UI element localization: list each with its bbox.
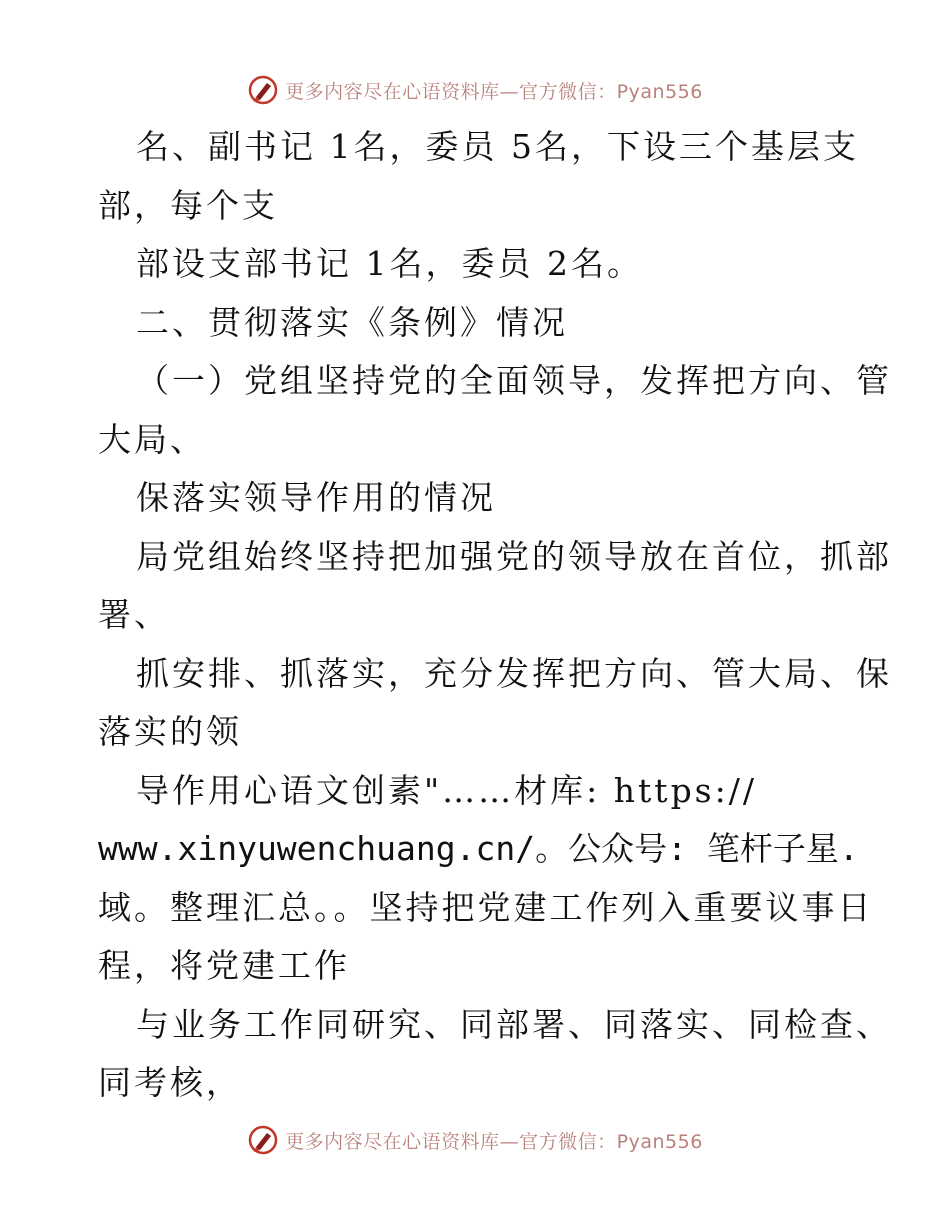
text-line: 二、贯彻落实《条例》情况 xyxy=(136,302,568,342)
text-line: 同考核， xyxy=(98,1063,242,1102)
text-line: www.xinyuwenchuang.cn/。公众号: 笔杆子星. xyxy=(98,829,859,868)
text-line: 抓安排、抓落实，充分发挥把方向、管大局、保 xyxy=(136,653,892,693)
text-line: 保落实领导作用的情况 xyxy=(136,478,496,517)
banner-main-text: 更多内容尽在心语资料库—官方微信： xyxy=(285,80,617,103)
text-line: 部，每个支 xyxy=(98,185,278,225)
text-line: 名、副书记 1名，委员 5名，下设三个基层支 xyxy=(136,127,859,166)
text-line: 大局、 xyxy=(98,419,206,459)
text-line: 与业务工作同研究、同部署、同落实、同检查、 xyxy=(136,1004,892,1044)
footer-banner xyxy=(0,1123,950,1157)
pen-circle-logo-icon xyxy=(247,1124,279,1156)
text-line: 程，将党建工作 xyxy=(98,946,350,985)
text-line: （一）党组坚持党的全面领导，发挥把方向、管 xyxy=(136,361,892,400)
text-line: 局党组始终坚持把加强党的领导放在首位，抓部 xyxy=(136,536,892,576)
document-body xyxy=(98,118,892,1113)
text-line: 导作用心语文创素"……材库: https:// xyxy=(136,770,757,810)
banner-wechat-id: Pyan556 xyxy=(616,80,703,103)
text-line: 落实的领 xyxy=(98,712,242,751)
text-line: 署、 xyxy=(98,595,170,634)
pen-circle-logo-icon xyxy=(247,74,279,106)
text-line: 域。整理汇总。。坚持把党建工作列入重要议事日 xyxy=(98,887,874,927)
text-line: 部设支部书记 1名，委员 2名。 xyxy=(136,244,643,283)
header-banner xyxy=(0,73,950,107)
banner-text xyxy=(285,77,703,104)
banner-wechat-id: Pyan556 xyxy=(616,1130,703,1153)
banner-main-text: 更多内容尽在心语资料库—官方微信： xyxy=(285,1130,617,1153)
banner-text xyxy=(285,1127,703,1154)
